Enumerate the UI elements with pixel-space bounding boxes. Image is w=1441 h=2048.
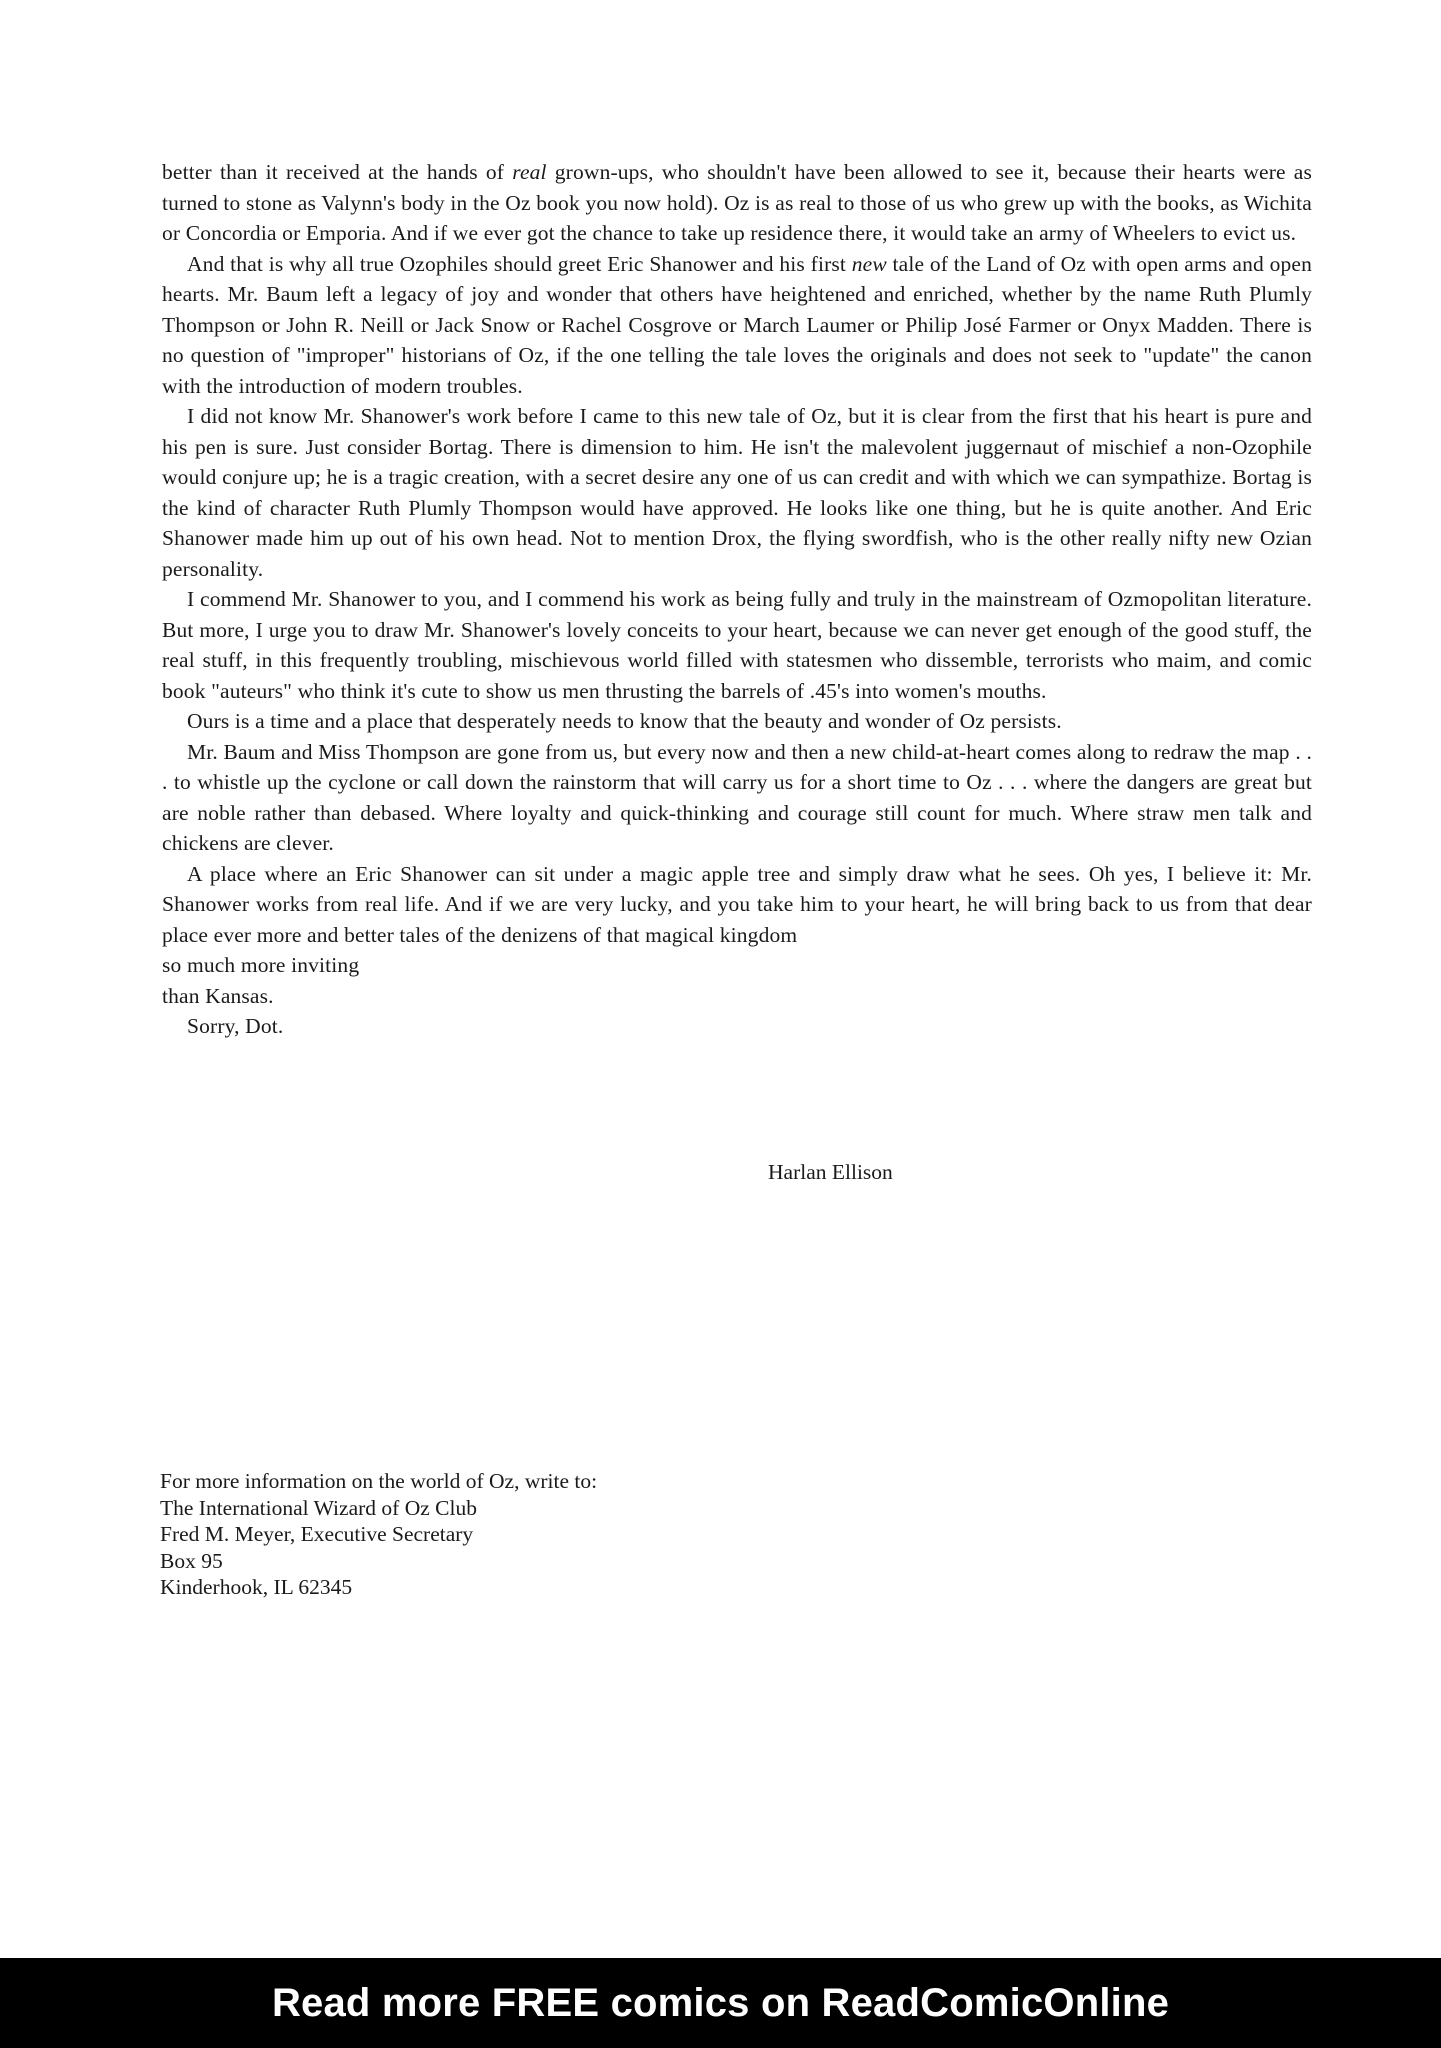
paragraph-8: Sorry, Dot. [187,1014,284,1038]
paragraph-1 [162,157,1312,249]
address-line-4: Box 95 [160,1548,223,1573]
address-line-2: The International Wizard of Oz Club [160,1495,477,1520]
paragraph-1-emphasis: real [512,160,547,184]
address-line-3: Fred M. Meyer, Executive Secretary [160,1522,474,1546]
promo-footer-link[interactable]: Read more FREE comics on ReadComicOnline [271,1980,1170,2025]
paragraph-7-tail-2: than Kansas. [162,983,274,1008]
paragraph-1-text-a: better than it received at the hands of [162,160,513,184]
paragraph-2-emphasis: new [851,251,887,276]
paragraph-4: I commend Mr. Shanower to you, and I commend his work as being fully and truly in the mainstream of Ozmopolitan literature. But more, I urge you to draw Mr. Shanower's lovely conceits to your heart, because we can never get enough of the good stuff, the real stuff, in this frequently troubling, mischievous world filled with statesmen who dissemble, terrorists who maim, and comic book "auteurs" who think it's cute to show us men thrusting the barrels of .45's into women's mouths. [162,587,1312,703]
author-signature: Harlan Ellison [768,1160,893,1184]
paragraph-2-text-a: And that is why all true Ozophiles should greet Eric Shanower and his first [187,251,852,276]
paragraph-5: Ours is a time and a place that desperately needs to know that the beauty and wonder of Oz persists. [187,709,1062,733]
essay-body [162,157,1312,1042]
paragraph-6: Mr. Baum and Miss Thompson are gone from us, but every now and then a new child-at-heart comes along to redraw the map . . . to whistle up the cyclone or call down the rainstorm that will carry us for a short time to Oz . . . where the dangers are great but are noble rather than debased. Where loyalty and quick-thinking and courage still count for much. Where straw men talk and chickens are clever. [162,739,1312,855]
paragraph-7-tail-1: so much more inviting [162,953,360,977]
paragraph-7: A place where an Eric Shanower can sit under a magic apple tree and simply draw what he sees. Oh yes, I believe it: Mr. Shanower works from real life. And if we are very lucky, and you take him to your heart, he will bring back to us from that dear place ever more and better tales of the denizens of that magical kingdom [162,861,1312,947]
paragraph-2-text-b: tale of the Land of Oz with open arms and open hearts. Mr. Baum left a legacy of joy and wonder that others have heightened and enriched, whether by the name Ruth Plumly Thompson or John R. Neill or Jack Snow or Rachel Cosgrove or March Laumer or Philip José Farmer or Onyx Madden. There is no question of "improper" historians of Oz, if the one telling the tale loves the originals and does not seek to "update" the canon with the introduction of modern troubles. [162,251,1312,398]
club-address-block [160,1468,597,1601]
paragraph-1-text-b: grown-ups, who shouldn't have been allowed to see it, because their hearts were as turned to stone as Valynn's body in the Oz book you now hold). Oz is as real to those of us who grew up with the books, as Wichita or Concordia or Emporia. And if we ever got the chance to take up residence there, it would take an army of Wheelers to evict us. [162,160,1313,245]
paragraph-3: I did not know Mr. Shanower's work before I came to this new tale of Oz, but it is clear from the first that his heart is pure and his pen is sure. Just consider Bortag. There is dimension to him. He isn't the malevolent juggernaut of mischief a non-Ozophile would conjure up; he is a tragic creation, with a secret desire any one of us can credit and with which we can sympathize. Bortag is the kind of character Ruth Plumly Thompson would have approved. He looks like one thing, but he is quite another. And Eric Shanower made him up out of his own head. Not to mention Drox, the flying swordfish, who is the other really nifty new Ozian personality. [162,404,1312,581]
promo-footer-banner[interactable] [0,1958,1441,2048]
address-line-1: For more information on the world of Oz, write to: [160,1469,598,1493]
paragraph-2 [162,249,1312,402]
address-line-5: Kinderhook, IL 62345 [160,1575,353,1599]
